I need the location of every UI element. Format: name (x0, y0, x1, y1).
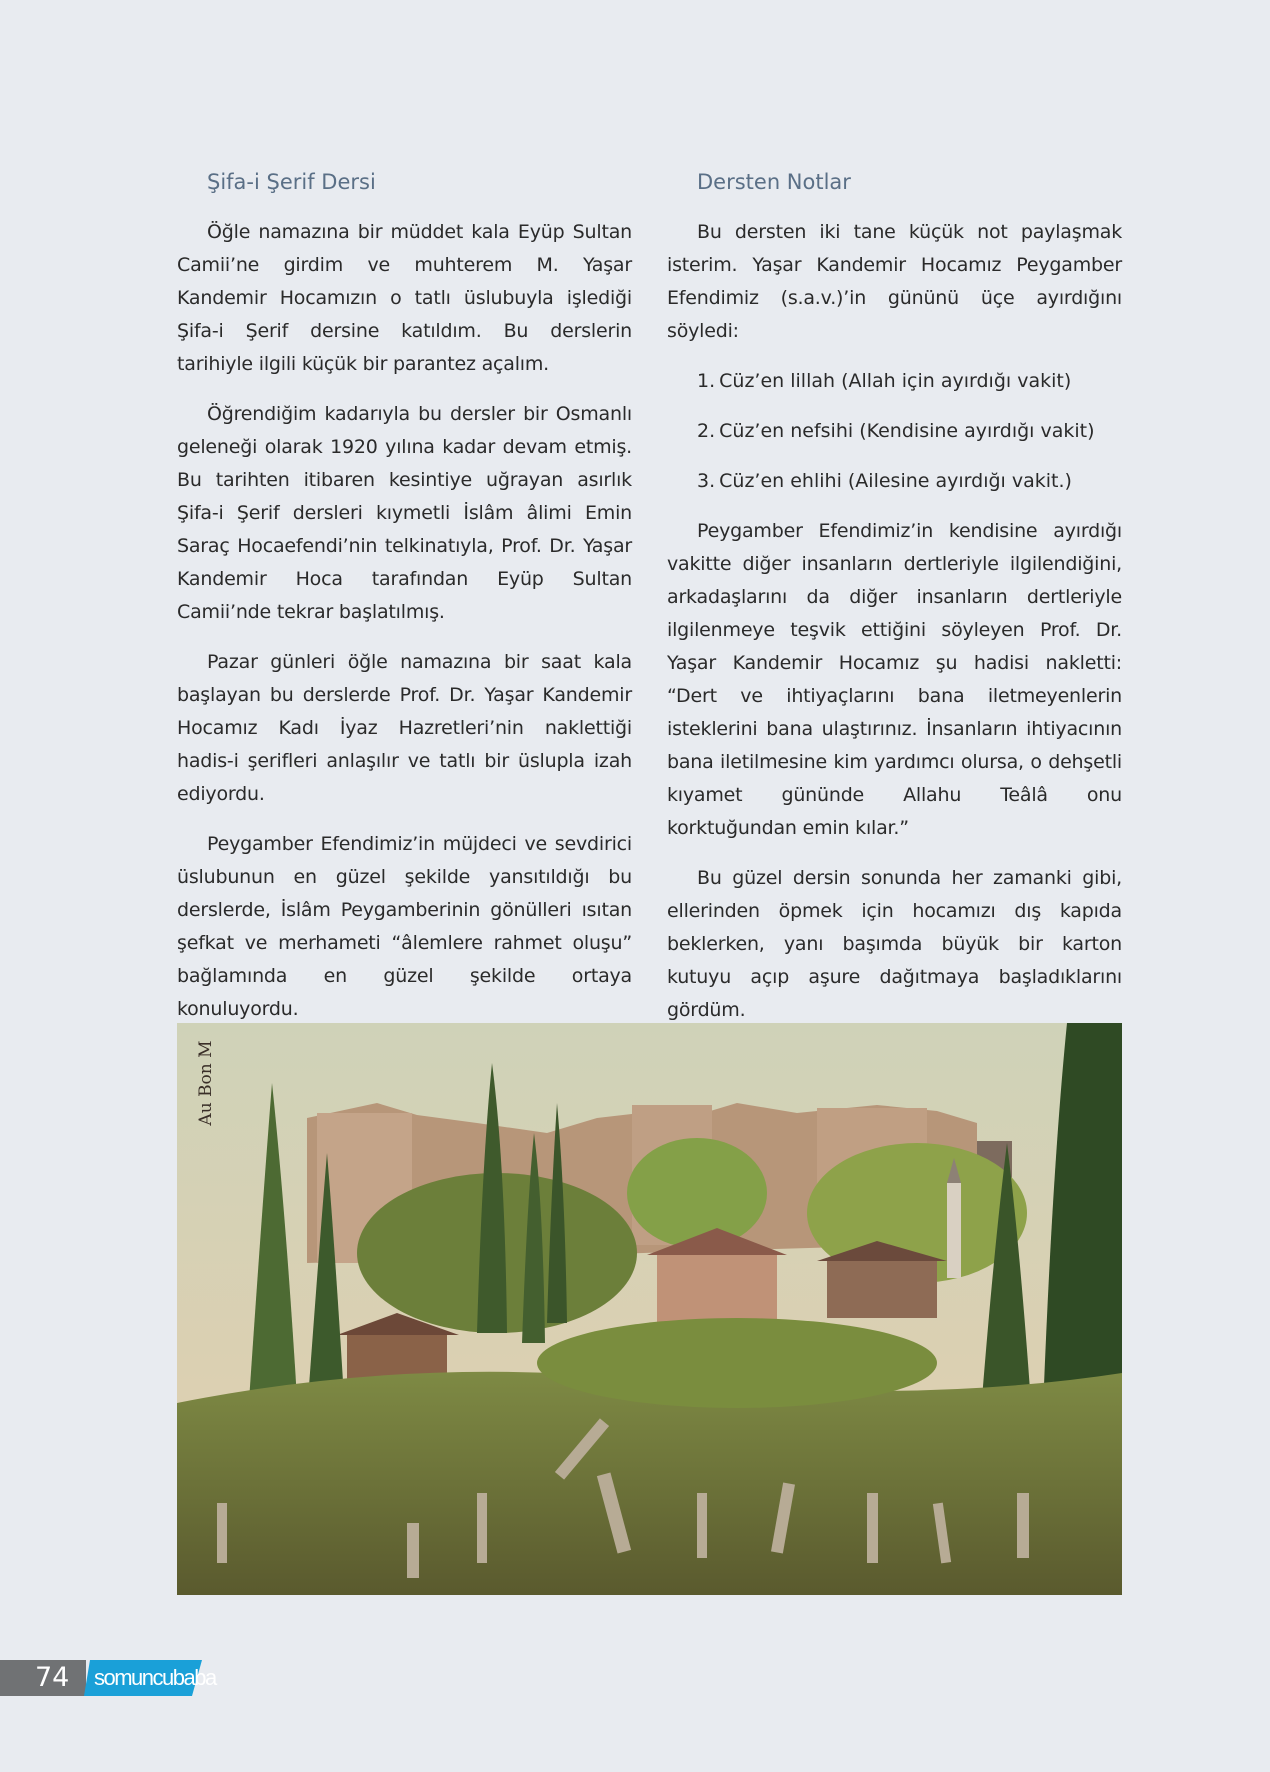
paragraph: Pazar günleri öğle namazına bir saat kala başlayan bu derslerde Prof. Dr. Yaşar Kandemir Hocamız Kadı İyaz Hazretleri’nin naklettiği hadis-i şerifleri anlaşılır ve tatlı bir üslupla izah ediyordu. (177, 651, 632, 805)
right-column (667, 170, 1122, 1044)
list-item: 1. Cüz’en lillah (Allah için ayırdığı vakit) (697, 370, 1072, 392)
paragraph: Bu dersten iki tane küçük not paylaşmak isterim. Yaşar Kandemir Hocamız Peygamber Efendimiz (s.a.v.)’in gününü üçe ayırdığını söyledi: (667, 221, 1122, 342)
paragraph: Öğrendiğim kadarıyla bu dersler bir Osmanlı geleneği olarak 1920 yılına kadar devam etmiş. Bu tarihten itibaren kesintiye uğrayan asırlık Şifa-i Şerif dersleri kıymetli İslâm âlimi Emin Saraç Hocaefendi’nin telkinatıyla, Prof. Dr. Yaşar Kandemir Hoca tarafından Eyüp Sultan Camii’nde tekrar başlatılmış. (177, 403, 632, 623)
page-footer (0, 1660, 220, 1696)
postcard-illustration (177, 1023, 1122, 1595)
paragraph: Peygamber Efendimiz’in müjdeci ve sevdirici üslubunun en güzel şekilde yansıtıldığı bu derslerde, İslâm Peygamberinin gönülleri ısıtan şefkat ve merhameti “âlemlere rahmet oluşu” bağlamında en güzel şekilde ortaya konuluyordu. (177, 833, 632, 1020)
list-item: 2. Cüz’en nefsihi (Kendisine ayırdığı vakit) (697, 420, 1095, 442)
page-number: 74 (35, 1662, 70, 1693)
list-item: 3. Cüz’en ehlihi (Ailesine ayırdığı vakit.) (697, 470, 1072, 492)
paragraph: Öğle namazına bir müddet kala Eyüp Sultan Camii’ne girdim ve muhterem M. Yaşar Kandemir Hocamızın o tatlı üslubuyla işlediği Şifa-i Şerif dersine katıldım. Bu derslerin tarihiyle ilgili küçük bir parantez açalım. (177, 221, 632, 375)
paragraph: Peygamber Efendimiz’in kendisine ayırdığı vakitte diğer insanların dertleriyle ilgilendiğini, arkadaşlarını da diğer insanların dertleriyle ilgilenmeye teşvik ettiğini söyleyen Prof. Dr. Yaşar Kandemir Hocamız şu hadisi nakletti: “Dert ve ihtiyaçlarını bana iletmeyenlerin isteklerini bana ulaştırınız. İnsanların ihtiyacının bana iletilmesine kim yardımcı olursa, o dehşetli kıyamet gününde Allahu Teâlâ onu korktuğundan emin kılar.” (667, 520, 1122, 839)
section-heading-notlar: Dersten Notlar (697, 170, 851, 194)
postcard-imprint: Au Bon M (196, 1040, 216, 1126)
brand-logo: somuncubaba (94, 1665, 216, 1690)
left-column (177, 170, 632, 1043)
historic-postcard-image (177, 1023, 1122, 1595)
section-heading-sifa: Şifa-i Şerif Dersi (207, 170, 376, 194)
paragraph: Bu güzel dersin sonunda her zamanki gibi, ellerinden öpmek için hocamızı dış kapıda beklerken, yanı başımda büyük bir karton kutuyu açıp aşure dağıtmaya başladıklarını gördüm. (667, 867, 1122, 1021)
numbered-list (667, 365, 1122, 498)
